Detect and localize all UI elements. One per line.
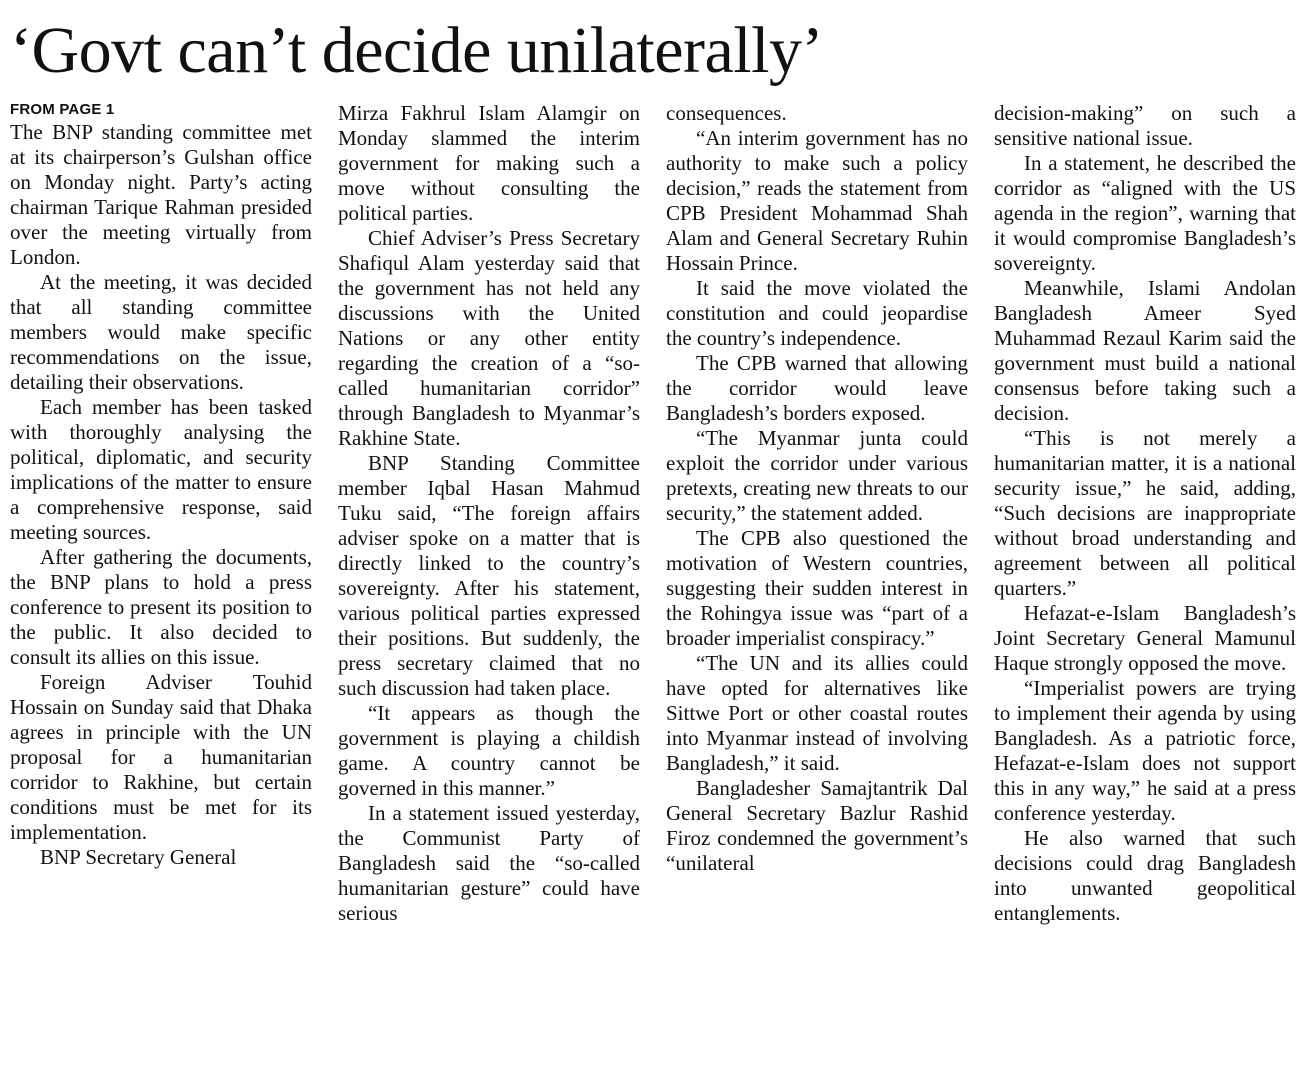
paragraph: He also warned that such decisions could drag Bangladesh into unwanted geopolitical entanglements. <box>994 826 1296 925</box>
column-3 <box>666 101 968 1061</box>
paragraph: Bangladesher Samajtantrik Dal General Secretary Bazlur Rashid Firoz condemned the government’s “unilateral <box>666 776 968 875</box>
column-4 <box>994 101 1296 1061</box>
paragraph: Mirza Fakhrul Islam Alamgir on Monday slammed the interim government for making such a move without consulting the political parties. <box>338 101 640 225</box>
column-1 <box>10 101 312 1061</box>
paragraph: BNP Secretary General <box>40 845 237 869</box>
paragraph: Foreign Adviser Touhid Hossain on Sunday said that Dhaka agrees in principle with the UN proposal for a humanitarian corridor to Rakhine, but certain conditions must be met for its implementation. <box>10 670 312 844</box>
paragraph: consequences. <box>666 101 787 125</box>
paragraph: In a statement, he described the corridor as “aligned with the US agenda in the region”, warning that it would compromise Bangladesh’s sovereignty. <box>994 151 1296 275</box>
paragraph: Chief Adviser’s Press Secretary Shafiqul Alam yesterday said that the government has not held any discussions with the United Nations or any other entity regarding the creation of a “so-called humanitarian corridor” through Bangladesh to Myanmar’s Rakhine State. <box>338 226 640 450</box>
paragraph: “Imperialist powers are trying to implement their agenda by using Bangladesh. As a patriotic force, Hefazat-e-Islam does not support this in any way,” he said at a press conference yesterday. <box>994 676 1296 825</box>
paragraph: At the meeting, it was decided that all standing committee members would make specific recommendations on the issue, detailing their observations. <box>10 270 312 394</box>
paragraph: “The UN and its allies could have opted for alternatives like Sittwe Port or other coastal routes into Myanmar instead of involving Bangladesh,” it said. <box>666 651 968 775</box>
paragraph: The CPB also questioned the motivation of Western countries, suggesting their sudden interest in the Rohingya issue was “part of a broader imperialist conspiracy.” <box>666 526 968 650</box>
paragraph: “An interim government has no authority to make such a policy decision,” reads the statement from CPB President Mohammad Shah Alam and General Secretary Ruhin Hossain Prince. <box>666 126 968 275</box>
paragraph: Hefazat-e-Islam Bangladesh’s Joint Secretary General Mamunul Haque strongly opposed the move. <box>994 601 1296 675</box>
article-headline: ‘Govt can’t decide unilaterally’ <box>10 14 823 87</box>
paragraph: BNP Standing Committee member Iqbal Hasan Mahmud Tuku said, “The foreign affairs adviser spoke on a matter that is directly linked to the country’s sovereignty. After his statement, various political parties expressed their positions. But suddenly, the press secretary claimed that no such discussion had taken place. <box>338 451 640 700</box>
paragraph: The CPB warned that allowing the corridor would leave Bangladesh’s borders exposed. <box>666 351 968 425</box>
paragraph: decision-making” on such a sensitive national issue. <box>994 101 1296 150</box>
paragraph: “This is not merely a humanitarian matter, it is a national security issue,” he said, adding, “Such decisions are inappropriate without broad understanding and agreement between all political quarters.” <box>994 426 1296 600</box>
article-body <box>10 101 1296 1061</box>
paragraph: The BNP standing committee met at its chairperson’s Gulshan office on Monday night. Party’s acting chairman Tarique Rahman presided over the meeting virtually from London. <box>10 120 312 269</box>
paragraph: Each member has been tasked with thoroughly analysing the political, diplomatic, and security implications of the matter to ensure a comprehensive response, said meeting sources. <box>10 395 312 544</box>
paragraph: In a statement issued yesterday, the Communist Party of Bangladesh said the “so-called humanitarian gesture” could have serious <box>338 801 640 925</box>
paragraph: “It appears as though the government is playing a childish game. A country cannot be governed in this manner.” <box>338 701 640 800</box>
paragraph: It said the move violated the constitution and could jeopardise the country’s independence. <box>666 276 968 350</box>
continuation-kicker: FROM PAGE 1 <box>10 101 115 118</box>
column-2 <box>338 101 640 1061</box>
paragraph: After gathering the documents, the BNP plans to hold a press conference to present its position to the public. It also decided to consult its allies on this issue. <box>10 545 312 669</box>
paragraph: Meanwhile, Islami Andolan Bangladesh Ameer Syed Muhammad Rezaul Karim said the government must build a national consensus before taking such a decision. <box>994 276 1296 425</box>
paragraph: “The Myanmar junta could exploit the corridor under various pretexts, creating new threats to our security,” the statement added. <box>666 426 968 525</box>
